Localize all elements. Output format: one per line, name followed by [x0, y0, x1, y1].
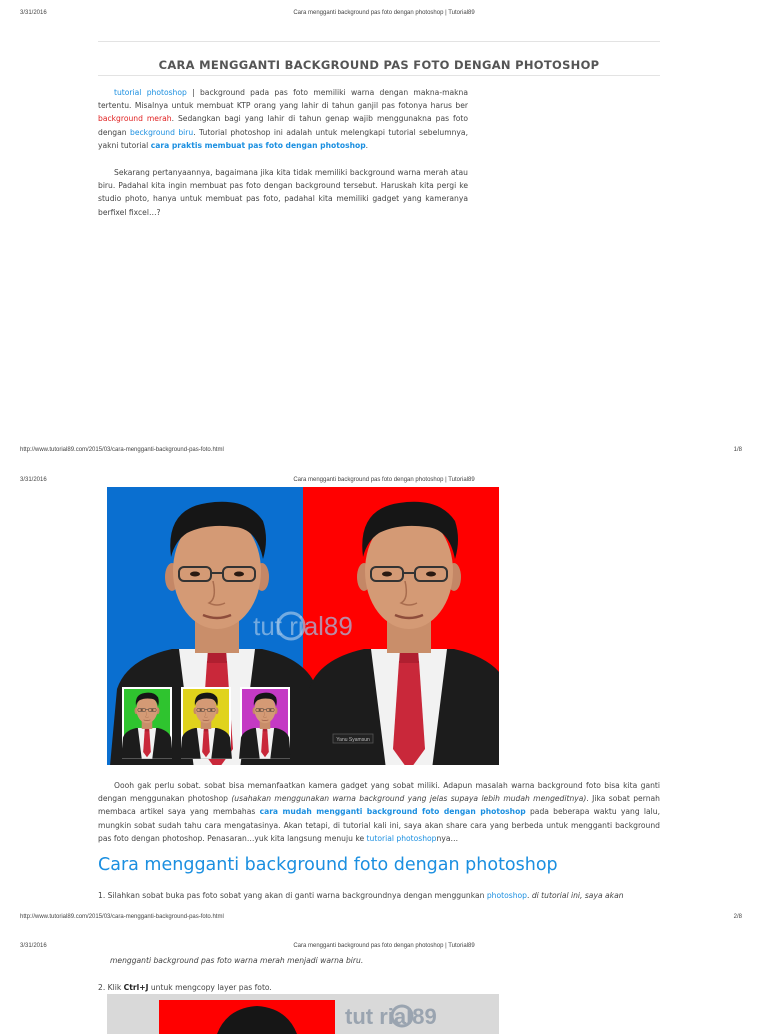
- article-title: CARA MENGGANTI BACKGROUND PAS FOTO DENGAN PHOTOSHOP: [158, 57, 600, 72]
- section-heading: Cara mengganti background foto dengan photoshop: [98, 855, 558, 875]
- solution-paragraph: Oooh gak perlu sobat. sobat bisa memanfaatkan kamera gadget yang sobat miliki. Adapun masalah warna background foto bisa kita ganti dengan menggunakan photoshop (usahakan menggunakan warna background yang jelas supaya lebih mudah mengeditnya). Jika sobat pernah membaca artikel saya yang membahas cara mudah mengganti background foto dengan photoshop pada beberapa waktu yang lalu, mungkin sobat sudah tahu cara mengatasinya. Akan tetapi, di tutorial kali ini, saya akan share cara yang berbeda untuk mengganti background pas foto dengan photoshop. Penasaran…yuk kita langsung menuju ke tutorial photoshopnya…: [98, 781, 660, 843]
- link-background-biru[interactable]: beckground biru: [130, 127, 194, 137]
- print-date: 3/31/2016: [20, 943, 47, 949]
- print-page-number: 2/8: [733, 914, 742, 920]
- question-paragraph: Sekarang pertanyaannya, bagaimana jika kita tidak memiliki background warna merah atau biru. Padahal kita ingin membuat pas foto dengan background tersebut. Haruskah kita pergi ke studio photo, hanya untuk membuat pas foto, padahal kita memiliki gadget yang kameranya berfixel fixcel…?: [98, 168, 468, 217]
- thumbnail-magenta: [239, 687, 291, 759]
- link-tutorial-photoshop[interactable]: tutorial photoshop: [114, 88, 187, 97]
- watermark-text: tut rial89: [253, 611, 353, 641]
- link-tutorial-photoshop-2[interactable]: tutorial photoshop: [366, 833, 437, 843]
- print-url: http://www.tutorial89.com/2015/03/cara-mengganti-background-pas-foto.html: [20, 447, 224, 453]
- thumbnail-green: [121, 687, 173, 759]
- print-date: 3/31/2016: [20, 477, 47, 483]
- title-rule-top: [98, 41, 660, 42]
- link-cara-mudah[interactable]: cara mudah mengganti background foto dengan photoshop: [259, 807, 526, 817]
- thumbnail-yellow: [180, 687, 232, 759]
- intro-paragraph: tutorial photoshop | background pada pas foto memiliki warna dengan makna-makna tertentu. Misalnya untuk membuat KTP orang yang lahir di tahun ganjil pas fotonya harus ber background merah. Sedangkan bagi yang lahir di tahun genap wajib menggunakna pas foto dengan beckground biru. Tutorial photoshop ini adalah untuk melengkapi tutorial sebelumnya, yakni tutorial cara praktis membuat pas foto dengan photoshop.: [98, 88, 468, 150]
- title-rule-bottom: [98, 75, 660, 76]
- photoshop-screenshot-image: [107, 994, 499, 1034]
- print-page-number: 1/8: [733, 447, 742, 453]
- step-1: 1. Silahkan sobat buka pas foto sobat yang akan di ganti warna backgroundnya dengan menggunkan photoshop. di tutorial ini, saya akan: [98, 891, 624, 900]
- print-page-title: Cara mengganti background pas foto dengan photoshop | Tutorial89: [293, 943, 475, 949]
- print-page-title: Cara mengganti background pas foto dengan photoshop | Tutorial89: [293, 477, 475, 483]
- print-page-title: Cara mengganti background pas foto dengan photoshop | Tutorial89: [293, 10, 475, 16]
- link-background-merah[interactable]: background merah: [98, 114, 172, 124]
- watermark-text-2: tut rial89: [345, 1004, 437, 1029]
- link-cara-praktis[interactable]: cara praktis membuat pas foto dengan photoshop: [150, 140, 366, 150]
- step-2: 2. Klik Ctrl+J untuk mengcopy layer pas foto.: [98, 983, 272, 992]
- name-tag: Yanu Syamsun: [336, 737, 370, 743]
- print-date: 3/31/2016: [20, 10, 47, 16]
- link-photoshop[interactable]: photoshop: [486, 891, 527, 900]
- pas-foto-comparison-image: [107, 487, 499, 765]
- shortcut-key: Ctrl+J: [123, 983, 149, 992]
- step-1-continued: mengganti background pas foto warna merah menjadi warna biru.: [110, 956, 364, 965]
- print-url: http://www.tutorial89.com/2015/03/cara-mengganti-background-pas-foto.html: [20, 914, 224, 920]
